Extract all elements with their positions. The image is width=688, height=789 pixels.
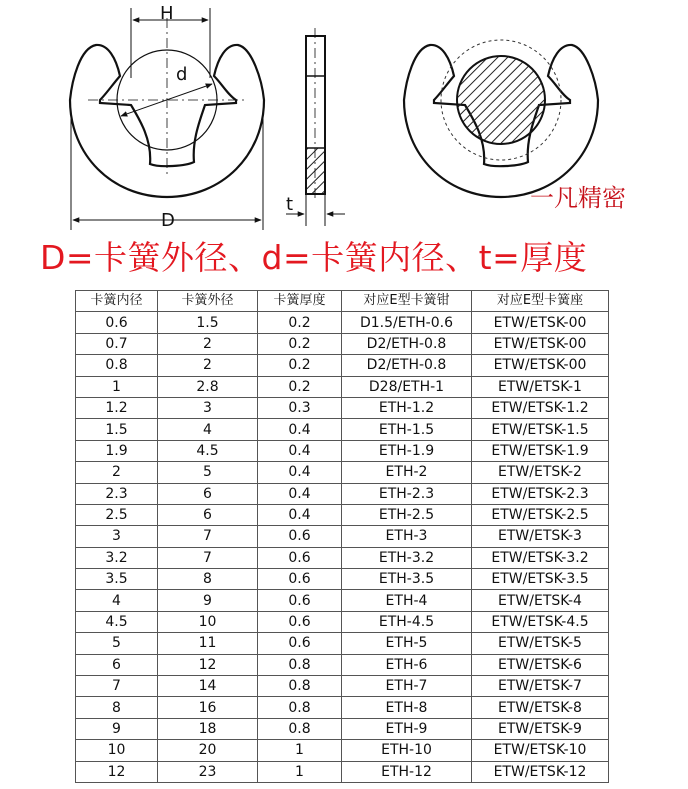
spec-table <box>75 290 609 783</box>
cell-thickness: 0.4 <box>258 483 342 504</box>
cell-thickness: 0.6 <box>258 526 342 547</box>
cell-thickness: 0.4 <box>258 504 342 525</box>
cell-outer-diameter: 4 <box>158 419 258 440</box>
table-row <box>76 526 609 547</box>
cell-seat: ETW/ETSK-4 <box>472 590 609 611</box>
cell-inner-diameter: 3.5 <box>76 569 158 590</box>
cell-seat: ETW/ETSK-3.5 <box>472 569 609 590</box>
cell-pliers: ETH-3.2 <box>342 547 472 568</box>
cell-outer-diameter: 8 <box>158 569 258 590</box>
cell-pliers: ETH-3 <box>342 526 472 547</box>
table-row <box>76 483 609 504</box>
cell-thickness: 0.2 <box>258 355 342 376</box>
cell-inner-diameter: 4 <box>76 590 158 611</box>
cell-inner-diameter: 0.7 <box>76 333 158 354</box>
cell-seat: ETW/ETSK-1 <box>472 376 609 397</box>
cell-seat: ETW/ETSK-2 <box>472 462 609 483</box>
cell-inner-diameter: 1 <box>76 376 158 397</box>
cell-seat: ETW/ETSK-00 <box>472 333 609 354</box>
table-row <box>76 611 609 632</box>
label-d-inner: d <box>176 64 188 85</box>
cell-inner-diameter: 2.3 <box>76 483 158 504</box>
table-header-row <box>76 291 609 312</box>
cell-thickness: 0.6 <box>258 633 342 654</box>
cell-outer-diameter: 6 <box>158 483 258 504</box>
cell-thickness: 0.3 <box>258 397 342 418</box>
cell-thickness: 0.4 <box>258 462 342 483</box>
cell-pliers: D2/ETH-0.8 <box>342 333 472 354</box>
cell-seat: ETW/ETSK-1.5 <box>472 419 609 440</box>
cell-inner-diameter: 0.8 <box>76 355 158 376</box>
cell-seat: ETW/ETSK-10 <box>472 740 609 761</box>
cell-seat: ETW/ETSK-6 <box>472 654 609 675</box>
cell-inner-diameter: 12 <box>76 761 158 782</box>
cell-pliers: ETH-2.5 <box>342 504 472 525</box>
cell-outer-diameter: 7 <box>158 526 258 547</box>
cell-seat: ETW/ETSK-1.2 <box>472 397 609 418</box>
table-row <box>76 569 609 590</box>
cell-inner-diameter: 2 <box>76 462 158 483</box>
brand-watermark: 一凡精密 <box>530 184 626 212</box>
cell-outer-diameter: 2 <box>158 355 258 376</box>
cell-seat: ETW/ETSK-3 <box>472 526 609 547</box>
cell-pliers: ETH-6 <box>342 654 472 675</box>
cell-thickness: 0.6 <box>258 611 342 632</box>
cell-outer-diameter: 23 <box>158 761 258 782</box>
cell-seat: ETW/ETSK-5 <box>472 633 609 654</box>
cell-inner-diameter: 10 <box>76 740 158 761</box>
cell-inner-diameter: 0.6 <box>76 312 158 333</box>
table-row <box>76 590 609 611</box>
header-outer-diameter: 卡簧外径 <box>158 291 258 312</box>
label-t: t <box>286 194 294 215</box>
cell-inner-diameter: 3 <box>76 526 158 547</box>
cell-thickness: 0.8 <box>258 654 342 675</box>
cell-thickness: 1 <box>258 761 342 782</box>
table-row <box>76 718 609 739</box>
cell-inner-diameter: 1.9 <box>76 440 158 461</box>
cell-thickness: 0.2 <box>258 312 342 333</box>
cell-thickness: 0.8 <box>258 697 342 718</box>
cell-pliers: ETH-12 <box>342 761 472 782</box>
cell-pliers: ETH-4 <box>342 590 472 611</box>
table-row <box>76 633 609 654</box>
cell-pliers: ETH-7 <box>342 676 472 697</box>
cell-outer-diameter: 7 <box>158 547 258 568</box>
cell-thickness: 0.6 <box>258 590 342 611</box>
cell-outer-diameter: 14 <box>158 676 258 697</box>
cell-thickness: 0.6 <box>258 569 342 590</box>
header-inner-diameter: 卡簧内径 <box>76 291 158 312</box>
table-row <box>76 504 609 525</box>
cell-inner-diameter: 9 <box>76 718 158 739</box>
cell-outer-diameter: 5 <box>158 462 258 483</box>
cell-thickness: 1 <box>258 740 342 761</box>
cell-seat: ETW/ETSK-9 <box>472 718 609 739</box>
cell-seat: ETW/ETSK-12 <box>472 761 609 782</box>
cell-thickness: 0.2 <box>258 333 342 354</box>
cell-seat: ETW/ETSK-1.9 <box>472 440 609 461</box>
cell-inner-diameter: 5 <box>76 633 158 654</box>
table-row <box>76 355 609 376</box>
table-row <box>76 397 609 418</box>
cell-outer-diameter: 2 <box>158 333 258 354</box>
cell-seat: ETW/ETSK-3.2 <box>472 547 609 568</box>
cell-seat: ETW/ETSK-00 <box>472 312 609 333</box>
cell-pliers: ETH-2.3 <box>342 483 472 504</box>
cell-outer-diameter: 1.5 <box>158 312 258 333</box>
table-row <box>76 761 609 782</box>
cell-pliers: ETH-3.5 <box>342 569 472 590</box>
table-row <box>76 676 609 697</box>
cell-seat: ETW/ETSK-4.5 <box>472 611 609 632</box>
cell-thickness: 0.4 <box>258 419 342 440</box>
cell-thickness: 0.4 <box>258 440 342 461</box>
cell-seat: ETW/ETSK-2.3 <box>472 483 609 504</box>
cell-seat: ETW/ETSK-7 <box>472 676 609 697</box>
cell-outer-diameter: 9 <box>158 590 258 611</box>
cell-inner-diameter: 7 <box>76 676 158 697</box>
cell-outer-diameter: 4.5 <box>158 440 258 461</box>
table-row <box>76 440 609 461</box>
table-row <box>76 697 609 718</box>
cell-seat: ETW/ETSK-8 <box>472 697 609 718</box>
table-row <box>76 376 609 397</box>
table-row <box>76 740 609 761</box>
table-body <box>76 312 609 783</box>
cell-inner-diameter: 8 <box>76 697 158 718</box>
cell-pliers: D1.5/ETH-0.6 <box>342 312 472 333</box>
cell-pliers: ETH-4.5 <box>342 611 472 632</box>
h-dimension <box>131 3 210 78</box>
table-row <box>76 312 609 333</box>
cell-outer-diameter: 3 <box>158 397 258 418</box>
cell-pliers: ETH-1.9 <box>342 440 472 461</box>
cell-pliers: ETH-9 <box>342 718 472 739</box>
label-h: H <box>160 3 174 24</box>
cell-outer-diameter: 10 <box>158 611 258 632</box>
table-row <box>76 419 609 440</box>
cell-outer-diameter: 11 <box>158 633 258 654</box>
table-row <box>76 333 609 354</box>
d-dimension <box>121 64 212 116</box>
cell-outer-diameter: 12 <box>158 654 258 675</box>
table-row <box>76 547 609 568</box>
cell-inner-diameter: 1.2 <box>76 397 158 418</box>
cell-seat: ETW/ETSK-2.5 <box>472 504 609 525</box>
cell-seat: ETW/ETSK-00 <box>472 355 609 376</box>
table-row <box>76 654 609 675</box>
cell-thickness: 0.8 <box>258 676 342 697</box>
cell-outer-diameter: 16 <box>158 697 258 718</box>
cell-outer-diameter: 18 <box>158 718 258 739</box>
header-seat: 对应E型卡簧座 <box>472 291 609 312</box>
cell-outer-diameter: 2.8 <box>158 376 258 397</box>
cell-pliers: D28/ETH-1 <box>342 376 472 397</box>
cell-thickness: 0.6 <box>258 547 342 568</box>
cell-pliers: ETH-1.5 <box>342 419 472 440</box>
label-d-outer: D <box>161 210 175 230</box>
cell-thickness: 0.8 <box>258 718 342 739</box>
e-clip-installed-view <box>404 40 598 197</box>
cell-outer-diameter: 6 <box>158 504 258 525</box>
e-clip-front-view <box>70 18 264 197</box>
cell-inner-diameter: 2.5 <box>76 504 158 525</box>
cell-outer-diameter: 20 <box>158 740 258 761</box>
cell-pliers: ETH-10 <box>342 740 472 761</box>
e-clip-side-view <box>286 28 345 226</box>
cell-inner-diameter: 3.2 <box>76 547 158 568</box>
cell-pliers: ETH-1.2 <box>342 397 472 418</box>
cell-pliers: D2/ETH-0.8 <box>342 355 472 376</box>
cell-pliers: ETH-5 <box>342 633 472 654</box>
dimension-legend: D=卡簧外径、d=卡簧内径、t=厚度 <box>40 238 588 277</box>
cell-inner-diameter: 6 <box>76 654 158 675</box>
header-pliers: 对应E型卡簧钳 <box>342 291 472 312</box>
table-row <box>76 462 609 483</box>
header-thickness: 卡簧厚度 <box>258 291 342 312</box>
cell-thickness: 0.2 <box>258 376 342 397</box>
cell-pliers: ETH-2 <box>342 462 472 483</box>
cell-inner-diameter: 4.5 <box>76 611 158 632</box>
cell-inner-diameter: 1.5 <box>76 419 158 440</box>
cell-pliers: ETH-8 <box>342 697 472 718</box>
